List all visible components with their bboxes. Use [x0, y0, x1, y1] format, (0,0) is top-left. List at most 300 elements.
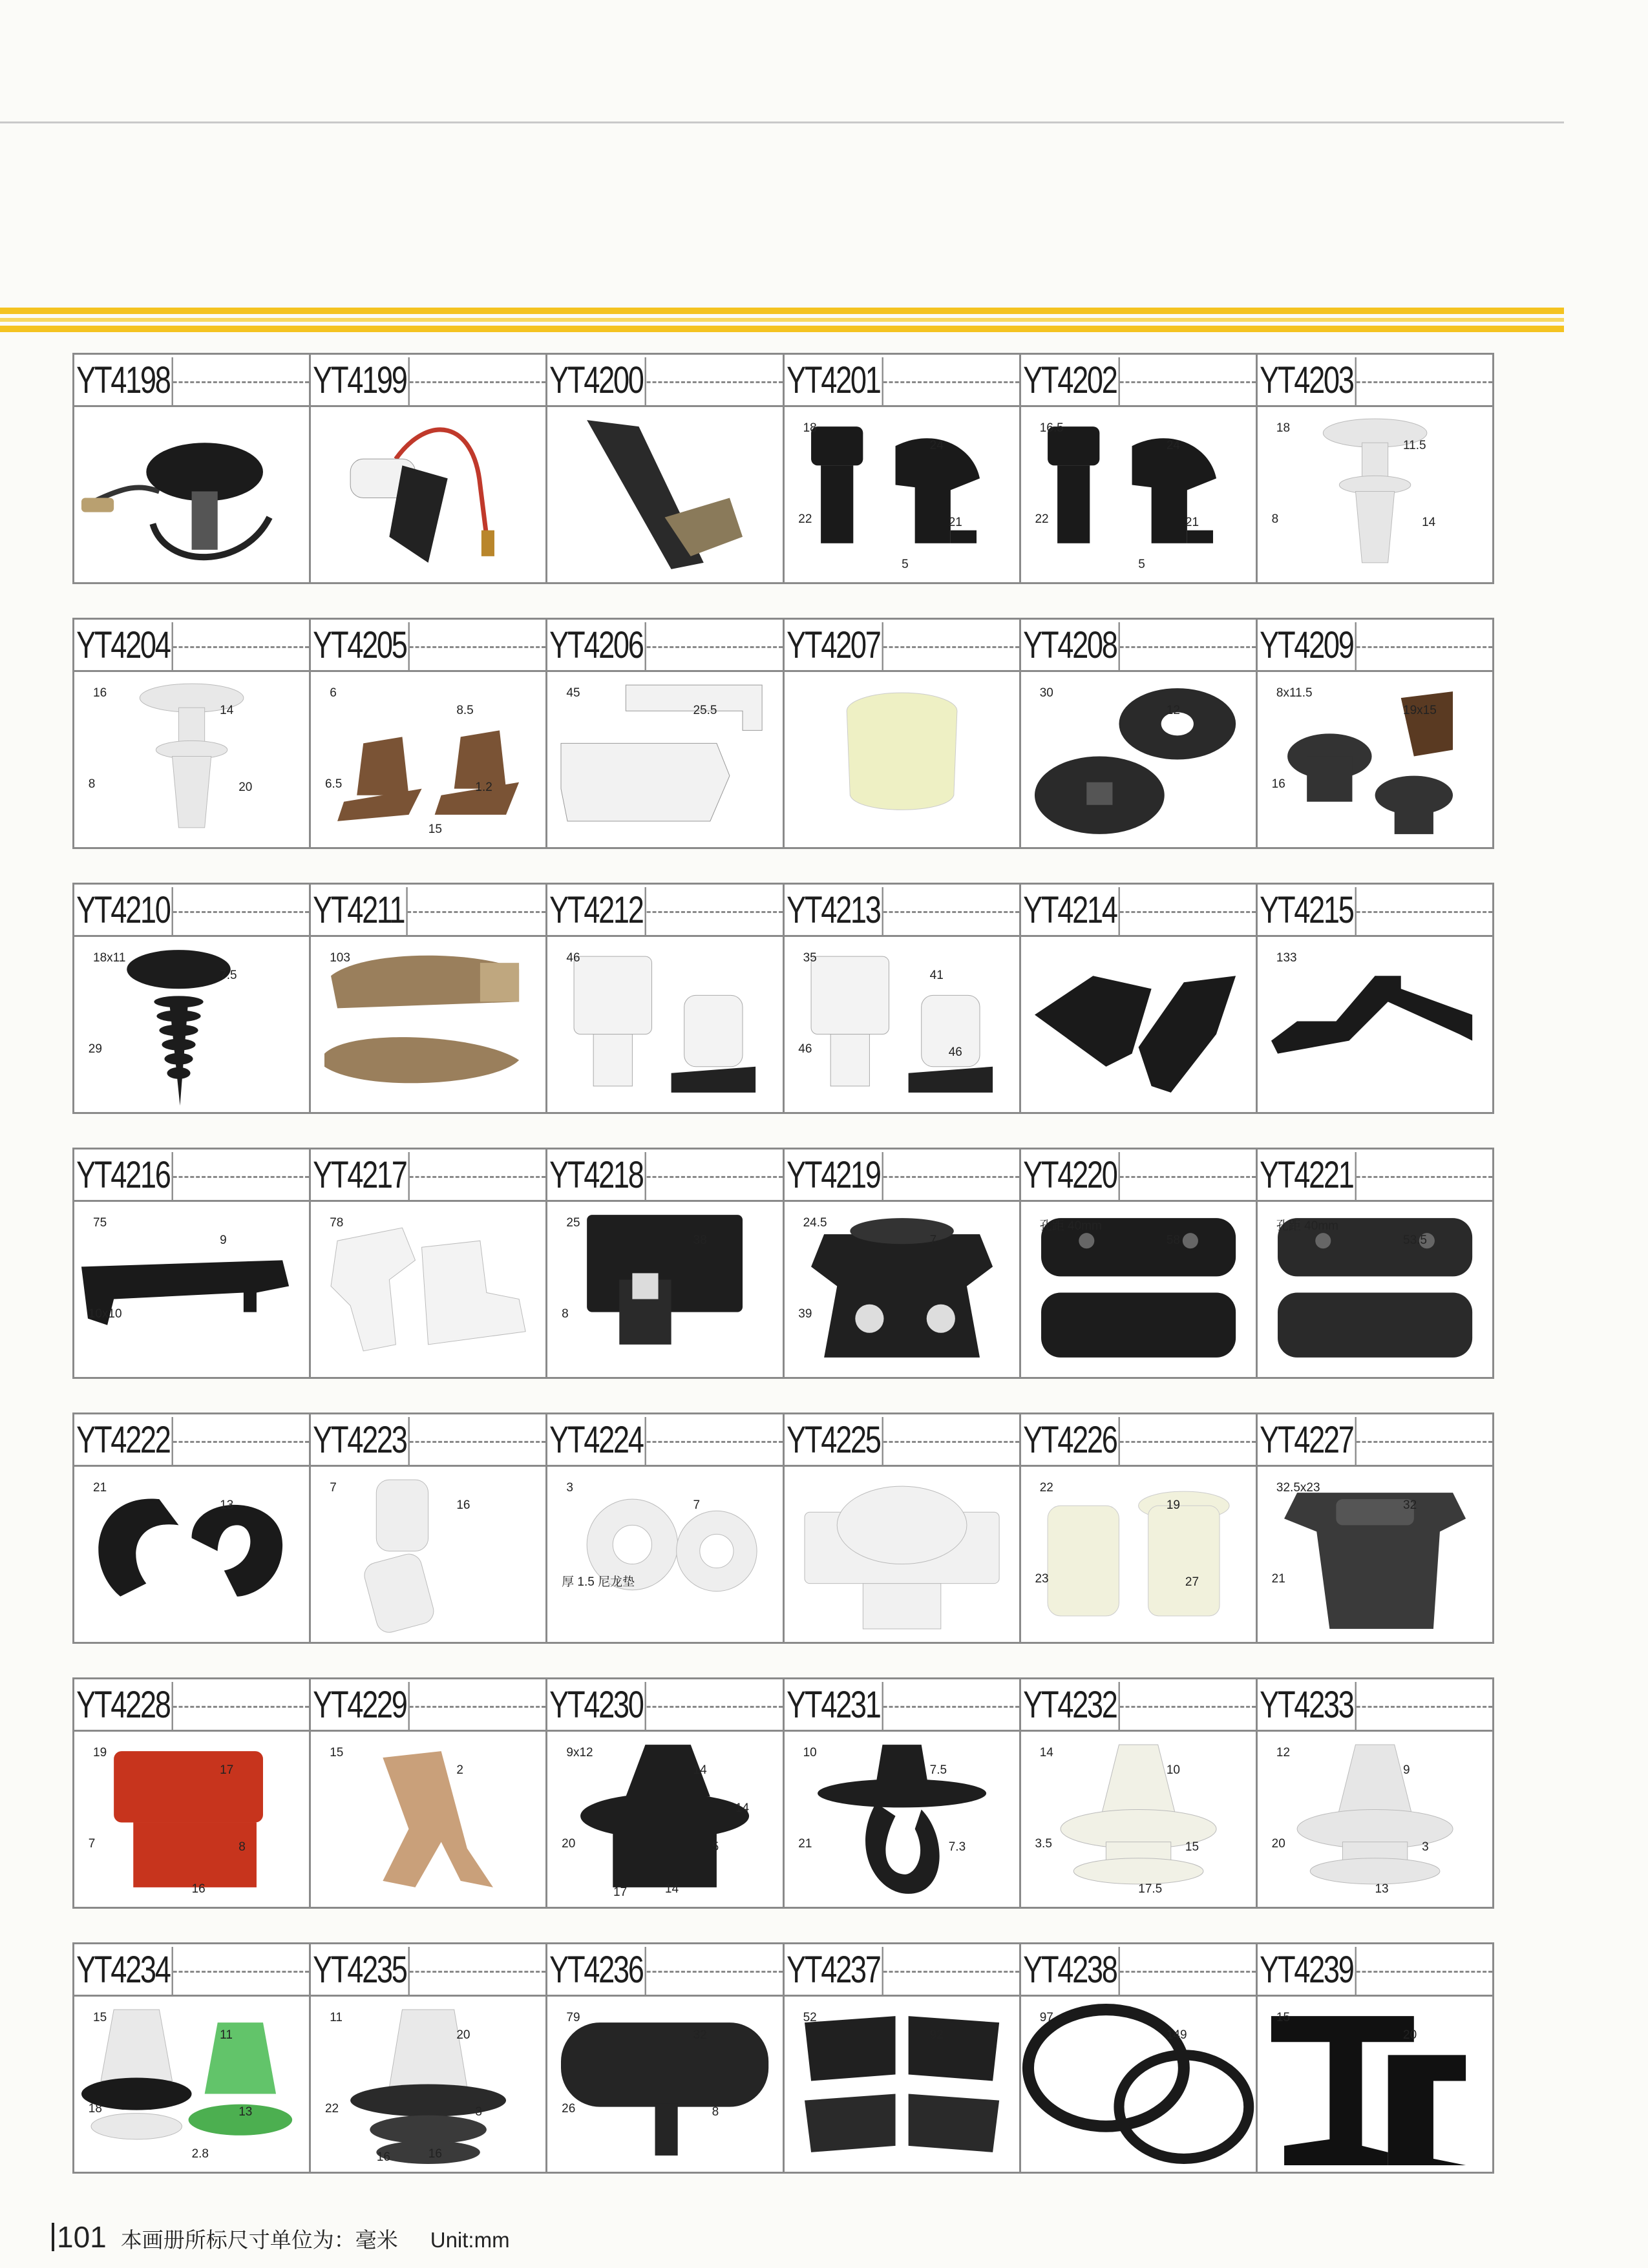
- dimension-label: 39: [798, 1307, 812, 1321]
- dimension-label: 15: [1276, 2010, 1291, 2024]
- code-bar: [311, 1944, 545, 1997]
- dimension-label: 18: [88, 2101, 102, 2116]
- dashed-divider: [866, 1441, 1019, 1443]
- dimension-label: 17: [220, 1763, 234, 1777]
- product-code: YT4231: [785, 1682, 883, 1730]
- dimension-label: 13: [1375, 1882, 1389, 1896]
- dimension-label: 16: [1271, 777, 1285, 791]
- dimension-label: 3: [475, 2105, 482, 2119]
- code-bar: [311, 355, 545, 407]
- code-bar: [547, 1944, 782, 1997]
- code-bar: [311, 1414, 545, 1467]
- code-bar: [1258, 1944, 1492, 1997]
- dimension-label: 14: [1422, 516, 1436, 530]
- dashed-divider: [866, 1971, 1019, 1973]
- product-photo: [74, 407, 309, 582]
- product-cell: [1021, 1944, 1258, 2172]
- product-cell: [1258, 885, 1492, 1112]
- product-cell: [1021, 1414, 1258, 1642]
- dimension-label: 14: [664, 1882, 679, 1896]
- dashed-divider: [156, 1971, 309, 1973]
- code-bar: [547, 1414, 782, 1467]
- product-cell: [547, 1150, 784, 1377]
- product-cell: [74, 1679, 311, 1907]
- product-cell: [1021, 1150, 1258, 1377]
- dashed-divider: [629, 911, 783, 913]
- product-row: [72, 883, 1494, 1114]
- top-rule: [0, 121, 1564, 123]
- dimension-label: 19x15: [1403, 703, 1437, 717]
- dimension-label: 厚 1.5 尼龙垫: [562, 1575, 635, 1589]
- code-bar: [1258, 1679, 1492, 1732]
- product-cell: [1258, 1150, 1492, 1377]
- code-bar: [547, 355, 782, 407]
- dimension-label: 20: [456, 2028, 470, 2042]
- dimension-label: 1.2: [475, 781, 492, 795]
- product-cell: [785, 620, 1021, 847]
- product-cell: [547, 1944, 784, 2172]
- dimension-label: 10: [1166, 1763, 1180, 1777]
- dimension-label: 23: [1035, 1571, 1049, 1586]
- product-cell: [785, 1679, 1021, 1907]
- dimension-label: 10x10: [88, 1307, 122, 1321]
- product-cell: [1258, 1679, 1492, 1907]
- code-bar: [74, 1414, 309, 1467]
- dashed-divider: [1339, 1176, 1492, 1178]
- unit-label: Unit:mm: [430, 2228, 510, 2252]
- dimension-label: 6: [330, 686, 337, 700]
- product-code: YT4211: [311, 887, 408, 935]
- dimension-label: 78: [330, 1215, 344, 1230]
- product-cell: [74, 620, 311, 847]
- dimension-label: 5: [1138, 558, 1145, 572]
- code-bar: [785, 1944, 1019, 1997]
- dimension-label: 16.5: [1039, 421, 1064, 435]
- dimension-label: 12: [1276, 1745, 1291, 1759]
- dimension-label: 26: [562, 2101, 576, 2116]
- dashed-divider: [1103, 1441, 1256, 1443]
- code-bar: [547, 1679, 782, 1732]
- dimension-label: 5: [902, 558, 909, 572]
- product-cell: [1258, 620, 1492, 847]
- product-photo: [74, 1202, 309, 1377]
- dimension-label: 9x12: [566, 1745, 593, 1759]
- product-cell: [547, 620, 784, 847]
- product-cell: [74, 1150, 311, 1377]
- code-bar: [1021, 1944, 1256, 1997]
- dimension-label: 19: [93, 1745, 107, 1759]
- dashed-divider: [392, 1706, 545, 1708]
- product-code: YT4220: [1021, 1152, 1120, 1200]
- product-code: YT4199: [311, 357, 410, 405]
- dimension-label: 13: [238, 2105, 253, 2119]
- product-cell: [311, 1679, 547, 1907]
- product-cell: [74, 1414, 311, 1642]
- product-code: YT4234: [74, 1947, 173, 1995]
- product-code: YT4202: [1021, 357, 1120, 405]
- dimension-label: 7: [330, 1480, 337, 1495]
- dimension-label: 22: [1039, 1480, 1053, 1495]
- product-cell: [1021, 355, 1258, 582]
- product-cell: [311, 885, 547, 1112]
- dimension-label: 32: [693, 2028, 707, 2042]
- dimension-label: 58: [1166, 1233, 1180, 1247]
- product-code: YT4229: [311, 1682, 410, 1730]
- product-photo: [1258, 1732, 1492, 1907]
- dashed-divider: [629, 381, 783, 383]
- dimension-label: 19: [1166, 1498, 1180, 1512]
- dimension-label: 29: [88, 1042, 102, 1056]
- code-bar: [74, 1944, 309, 1997]
- product-photo: [547, 407, 782, 582]
- product-photo: [1021, 1732, 1256, 1907]
- product-cell: [311, 1944, 547, 2172]
- code-bar: [1258, 355, 1492, 407]
- dashed-divider: [392, 646, 545, 648]
- dimension-label: 16: [456, 1498, 470, 1512]
- product-cell: [74, 885, 311, 1112]
- product-cell: [785, 355, 1021, 582]
- dimension-label: 149: [1166, 2028, 1187, 2042]
- dimension-label: 20: [1403, 2028, 1417, 2042]
- dimension-label: 3: [1422, 1840, 1429, 1854]
- dashed-divider: [156, 1176, 309, 1178]
- dimension-label: 13: [220, 1498, 234, 1512]
- product-cell: [311, 1150, 547, 1377]
- product-code: YT4207: [785, 622, 883, 670]
- product-cell: [547, 1414, 784, 1642]
- product-cell: [1258, 1944, 1492, 2172]
- product-code: YT4238: [1021, 1947, 1120, 1995]
- product-code: YT4201: [785, 357, 883, 405]
- dimension-label: 21: [1185, 516, 1199, 530]
- dashed-divider: [1103, 1176, 1256, 1178]
- product-cell: [1258, 355, 1492, 582]
- dashed-divider: [156, 646, 309, 648]
- dimension-label: 20: [238, 781, 253, 795]
- product-code: YT4216: [74, 1152, 173, 1200]
- code-bar: [785, 620, 1019, 672]
- product-grid: [72, 353, 1494, 2207]
- dashed-divider: [156, 1706, 309, 1708]
- code-bar: [1258, 1414, 1492, 1467]
- product-code: YT4228: [74, 1682, 173, 1730]
- code-bar: [785, 1150, 1019, 1202]
- dimension-label: 7.5: [929, 1763, 947, 1777]
- header-stripes: [0, 308, 1564, 336]
- dimension-label: 8: [88, 777, 96, 791]
- product-photo: [1021, 1467, 1256, 1642]
- product-code: YT4198: [74, 357, 173, 405]
- product-cell: [311, 620, 547, 847]
- product-code: YT4227: [1258, 1417, 1357, 1465]
- page-footer: [52, 2220, 510, 2254]
- dashed-divider: [392, 381, 545, 383]
- dimension-label: 2.8: [191, 2147, 209, 2161]
- dimension-label: 133: [1276, 950, 1297, 965]
- code-bar: [1021, 355, 1256, 407]
- code-bar: [74, 1679, 309, 1732]
- dimension-label: 14: [693, 1763, 707, 1777]
- dimension-label: 22: [324, 2101, 339, 2116]
- product-code: YT4223: [311, 1417, 410, 1465]
- dimension-label: 35: [803, 950, 817, 965]
- dimension-label: 16: [428, 2147, 442, 2161]
- product-photo: [1021, 1997, 1256, 2172]
- dimension-label: 103: [330, 950, 350, 965]
- product-cell: [547, 1679, 784, 1907]
- product-code: YT4224: [547, 1417, 646, 1465]
- dimension-label: 27: [1185, 1575, 1199, 1590]
- dashed-divider: [629, 1176, 783, 1178]
- product-cell: [547, 355, 784, 582]
- dimension-label: 25.5: [693, 703, 717, 717]
- product-cell: [311, 1414, 547, 1642]
- product-photo: [311, 937, 545, 1112]
- dimension-label: 20: [562, 1836, 576, 1851]
- code-bar: [547, 885, 782, 937]
- product-photo: [1258, 672, 1492, 847]
- product-cell: [1021, 885, 1258, 1112]
- dimension-label: 10: [803, 1745, 817, 1759]
- dimension-label: 22: [1035, 512, 1049, 526]
- dimension-label: 11: [330, 2010, 343, 2024]
- product-photo: [1258, 1997, 1492, 2172]
- dimension-label: 8: [1271, 512, 1279, 526]
- product-cell: [785, 1944, 1021, 2172]
- dimension-label: 52: [803, 2010, 817, 2024]
- dimension-label: 53.5: [1403, 1233, 1427, 1247]
- product-code: YT4208: [1021, 622, 1120, 670]
- product-code: YT4214: [1021, 887, 1120, 935]
- product-photo: [785, 672, 1019, 847]
- product-row: [72, 1942, 1494, 2174]
- product-code: YT4219: [785, 1152, 883, 1200]
- dimension-label: 46: [566, 950, 580, 965]
- dimension-label: 16: [376, 2150, 390, 2165]
- product-code: YT4239: [1258, 1947, 1357, 1995]
- product-row: [72, 1148, 1494, 1379]
- dimension-label: 17.5: [1138, 1882, 1163, 1896]
- dashed-divider: [392, 1971, 545, 1973]
- product-photo: [547, 1202, 782, 1377]
- product-code: YT4212: [547, 887, 646, 935]
- dimension-label: 5: [712, 1840, 719, 1854]
- product-row: [72, 618, 1494, 849]
- dimension-label: 17: [613, 1885, 628, 1900]
- code-bar: [74, 885, 309, 937]
- code-bar: [311, 1150, 545, 1202]
- product-photo: [785, 407, 1019, 582]
- product-row: [72, 1677, 1494, 1909]
- dashed-divider: [392, 1176, 545, 1178]
- dimension-label: 15: [330, 1745, 344, 1759]
- product-code: YT4205: [311, 622, 410, 670]
- dimension-label: 3: [566, 1480, 573, 1495]
- dashed-divider: [1103, 381, 1256, 383]
- dashed-divider: [866, 911, 1019, 913]
- product-photo: [74, 937, 309, 1112]
- product-cell: [785, 1150, 1021, 1377]
- dimension-label: 7.5: [220, 968, 237, 982]
- product-cell: [74, 355, 311, 582]
- dashed-divider: [866, 646, 1019, 648]
- product-photo: [785, 1202, 1019, 1377]
- dashed-divider: [866, 1706, 1019, 1708]
- product-photo: [311, 407, 545, 582]
- product-photo: [547, 937, 782, 1112]
- dimension-label: 32.5x23: [1276, 1480, 1320, 1495]
- product-photo: [547, 672, 782, 847]
- code-bar: [547, 620, 782, 672]
- dimension-label: 7: [693, 1498, 701, 1512]
- dashed-divider: [866, 1176, 1019, 1178]
- product-photo: [311, 1997, 545, 2172]
- dimension-label: 32: [1403, 1498, 1417, 1512]
- product-cell: [785, 885, 1021, 1112]
- dashed-divider: [1339, 381, 1492, 383]
- product-photo: [785, 1997, 1019, 2172]
- dimension-label: 38: [693, 1233, 707, 1247]
- dashed-divider: [629, 646, 783, 648]
- product-photo: [311, 1732, 545, 1907]
- dimension-label: 41: [929, 968, 944, 982]
- page-number: 101: [52, 2223, 107, 2251]
- product-code: YT4235: [311, 1947, 410, 1995]
- dashed-divider: [1339, 646, 1492, 648]
- product-code: YT4210: [74, 887, 173, 935]
- dashed-divider: [629, 1971, 783, 1973]
- product-row: [72, 353, 1494, 584]
- dimension-label: 21: [948, 516, 962, 530]
- product-photo: [74, 1997, 309, 2172]
- dimension-label: 11: [220, 2028, 233, 2042]
- code-bar: [785, 1414, 1019, 1467]
- code-bar: [311, 1679, 545, 1732]
- dashed-divider: [392, 1441, 545, 1443]
- dashed-divider: [156, 911, 309, 913]
- dimension-label: 15: [93, 2010, 107, 2024]
- product-photo: [785, 1732, 1019, 1907]
- dimension-label: 20: [1271, 1836, 1285, 1851]
- code-bar: [1258, 885, 1492, 937]
- product-code: YT4206: [547, 622, 646, 670]
- product-photo: [1258, 937, 1492, 1112]
- dimension-label: 16: [191, 1882, 206, 1896]
- dashed-divider: [1103, 646, 1256, 648]
- dashed-divider: [1339, 1971, 1492, 1973]
- dimension-label: 14: [220, 703, 234, 717]
- dimension-label: 8: [562, 1307, 569, 1321]
- product-cell: [1021, 620, 1258, 847]
- product-photo: [785, 1467, 1019, 1642]
- code-bar: [1021, 1414, 1256, 1467]
- product-code: YT4203: [1258, 357, 1357, 405]
- product-code: YT4230: [547, 1682, 646, 1730]
- product-code: YT4204: [74, 622, 173, 670]
- product-cell: [785, 1414, 1021, 1642]
- dimension-label: 18: [1276, 421, 1291, 435]
- dimension-label: 9: [220, 1233, 227, 1247]
- dimension-label: 24.5: [803, 1215, 827, 1230]
- product-code: YT4218: [547, 1152, 646, 1200]
- product-cell: [1258, 1414, 1492, 1642]
- dimension-label: 45: [566, 686, 580, 700]
- product-cell: [311, 355, 547, 582]
- code-bar: [785, 355, 1019, 407]
- dimension-label: 8: [238, 1840, 246, 1854]
- product-photo: [785, 937, 1019, 1112]
- product-photo: [311, 1467, 545, 1642]
- dimension-label: 7.3: [948, 1840, 966, 1854]
- product-cell: [547, 885, 784, 1112]
- dashed-divider: [1103, 1971, 1256, 1973]
- dimension-label: 18: [803, 421, 817, 435]
- dimension-label: 18x11: [93, 950, 126, 965]
- code-bar: [74, 1150, 309, 1202]
- dimension-label: 15: [428, 823, 442, 837]
- product-code: YT4221: [1258, 1152, 1357, 1200]
- code-bar: [311, 885, 545, 937]
- code-bar: [1021, 885, 1256, 937]
- dashed-divider: [1103, 911, 1256, 913]
- unit-note: 本画册所标尺寸单位为：毫米: [120, 2228, 398, 2252]
- product-cell: [74, 1944, 311, 2172]
- product-photo: [1021, 937, 1256, 1112]
- dashed-divider: [629, 1441, 783, 1443]
- dimension-label: 14: [1039, 1745, 1053, 1759]
- dimension-label: 75: [93, 1215, 107, 1230]
- dimension-label: 孔距 40mm: [1276, 1219, 1338, 1233]
- code-bar: [74, 355, 309, 407]
- dimension-label: 7: [929, 1233, 937, 1247]
- product-photo: [311, 672, 545, 847]
- dimension-label: 15: [1185, 1840, 1199, 1854]
- code-bar: [785, 1679, 1019, 1732]
- dimension-label: 21: [798, 1836, 812, 1851]
- product-photo: [547, 1997, 782, 2172]
- dimension-label: 79: [566, 2010, 580, 2024]
- dimension-label: 25: [566, 1215, 580, 1230]
- dimension-label: 孔距 40mm: [1039, 1219, 1102, 1233]
- product-photo: [1021, 407, 1256, 582]
- dashed-divider: [1103, 1706, 1256, 1708]
- dimension-label: 97: [1039, 2010, 1053, 2024]
- product-code: YT4226: [1021, 1417, 1120, 1465]
- code-bar: [74, 620, 309, 672]
- dashed-divider: [1339, 1706, 1492, 1708]
- code-bar: [311, 620, 545, 672]
- code-bar: [1258, 1150, 1492, 1202]
- dimension-label: 21: [1271, 1571, 1285, 1586]
- product-photo: [311, 1202, 545, 1377]
- dashed-divider: [1339, 911, 1492, 913]
- dimension-label: 46: [798, 1042, 812, 1056]
- dimension-label: 2: [456, 1763, 463, 1777]
- dimension-label: 22: [798, 512, 812, 526]
- product-photo: [547, 1467, 782, 1642]
- product-photo: [74, 1467, 309, 1642]
- dimension-label: 6.5: [324, 777, 343, 791]
- product-row: [72, 1412, 1494, 1644]
- dashed-divider: [1339, 1441, 1492, 1443]
- product-photo: [1258, 1467, 1492, 1642]
- code-bar: [547, 1150, 782, 1202]
- dimension-label: 9: [1403, 1763, 1410, 1777]
- code-bar: [1021, 1150, 1256, 1202]
- dimension-label: 30: [1039, 686, 1053, 700]
- dashed-divider: [866, 381, 1019, 383]
